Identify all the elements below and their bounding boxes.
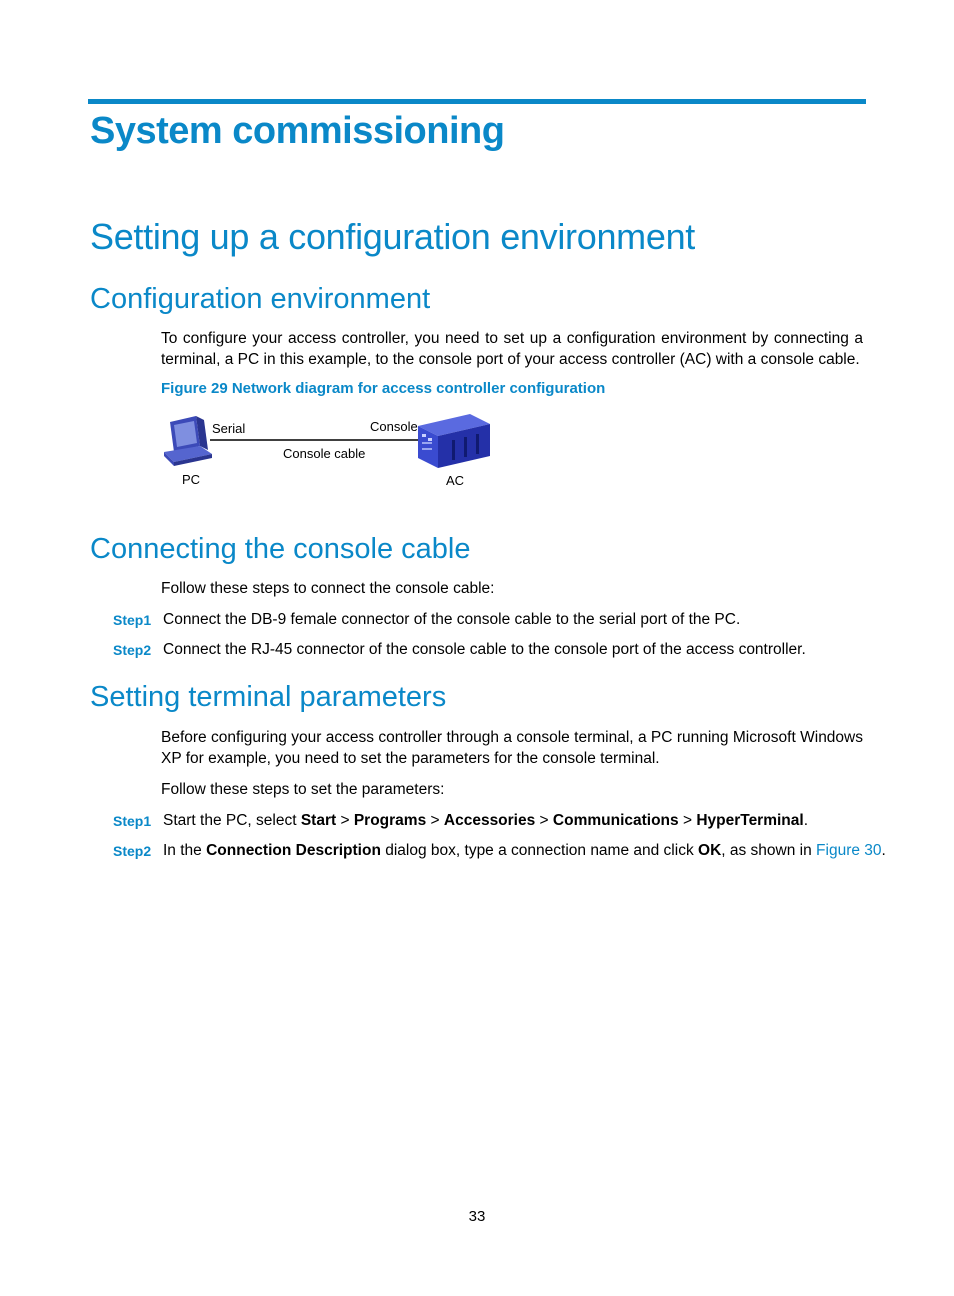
heading-setting-terminal-parameters: Setting terminal parameters	[90, 681, 447, 713]
heading-connecting-console-cable: Connecting the console cable	[90, 533, 471, 565]
step-text: Start the PC, select Start > Programs > Accessories > Communications > HyperTerminal.	[163, 812, 809, 829]
step-label: Step2	[113, 642, 152, 658]
ac-label: AC	[446, 473, 465, 488]
ok-label: OK	[698, 842, 722, 859]
figure-caption: Figure 29 Network diagram for access controller configuration	[161, 380, 606, 397]
figure-30-link[interactable]: Figure 30	[816, 842, 882, 859]
menu-hyperterminal: HyperTerminal	[696, 812, 804, 829]
console-cable-label: Console cable	[283, 446, 366, 461]
network-diagram	[160, 412, 500, 494]
page-number: 33	[468, 1208, 486, 1225]
console-label: Console	[370, 419, 418, 434]
dialog-name: Connection Description	[206, 842, 381, 859]
step-text: In the Connection Description dialog box, type a connection name and click OK, as shown in Figure 30.	[163, 842, 886, 859]
menu-start: Start	[300, 812, 337, 829]
config-env-paragraph: To configure your access controller, you need to set up a configuration environment by connecting a terminal, a PC in this example, to the console port of your access controller (AC) with a console cable.	[161, 330, 863, 368]
terminal-intro: Follow these steps to set the parameters:	[161, 781, 445, 798]
menu-accessories: Accessories	[443, 812, 536, 829]
chapter-rule	[88, 99, 866, 104]
menu-communications: Communications	[552, 812, 679, 829]
step-label: Step1	[113, 612, 152, 628]
step-label: Step2	[113, 843, 152, 859]
chapter-title: System commissioning	[90, 110, 505, 152]
ac-device-icon	[418, 414, 490, 468]
step-text: Connect the RJ-45 connector of the console cable to the console port of the access controller.	[163, 641, 806, 658]
step-label: Step1	[113, 813, 152, 829]
serial-label: Serial	[212, 421, 246, 436]
section-title: Setting up a configuration environment	[90, 216, 695, 257]
pc-icon	[164, 416, 212, 466]
connecting-intro: Follow these steps to connect the console cable:	[161, 580, 495, 597]
heading-configuration-environment: Configuration environment	[90, 283, 431, 315]
step-text: Connect the DB-9 female connector of the console cable to the serial port of the PC.	[163, 611, 741, 628]
terminal-paragraph: Before configuring your access controller through a console terminal, a PC running Microsoft Windows XP for example, you need to set the parameters for the console terminal.	[161, 729, 863, 767]
menu-programs: Programs	[353, 812, 427, 829]
pc-label: PC	[182, 472, 201, 487]
